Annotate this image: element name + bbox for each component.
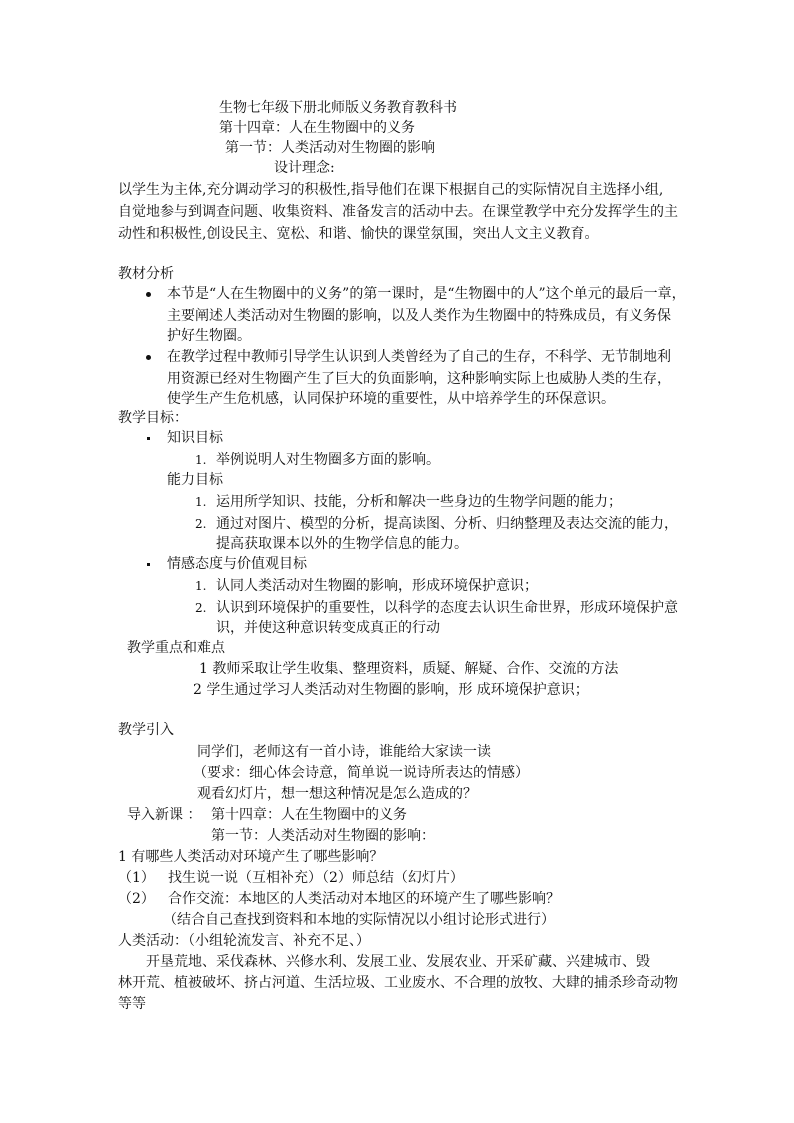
key-points-title: 教学重点和难点 [127, 640, 225, 656]
concept-title: 设计理念: [274, 160, 335, 176]
emotion-item: 认识到环境保护的重要性，以科学的态度去认识生命世界，形成环境保护意 [216, 600, 678, 616]
step-number: （1） [118, 870, 155, 886]
analysis-line: 主要阐述人类活动对生物圈的影响，以及人类作为生物圈中的特殊成员，有义务保 [167, 308, 671, 324]
knowledge-title: 知识目标 [167, 430, 223, 446]
bullet-icon [147, 563, 150, 566]
step-line: 合作交流：本地区的人类活动对本地区的环境产生了哪些影响？ [168, 891, 560, 907]
activities-label: 人类活动：（小组轮流发言、补充不足、） [118, 933, 370, 949]
item-number: 1. [195, 453, 207, 467]
activities-line: 开垦荒地、采伐森林、兴修水利、发展工业、发展农业、开采矿藏、兴建城市、毁 [146, 954, 650, 970]
analysis-line: 用资源已经对生物圈产生了巨大的负面影响，这种影响实际上也威胁人类的生存， [167, 371, 671, 387]
key-point-item: 1 教师采取让学生收集、整理资料，质疑、解疑、合作、交流的方法 [199, 661, 619, 677]
concept-line: 以学生为主体,充分调动学习的积极性,指导他们在课下根据自己的实际情况自主选择小组, [118, 182, 664, 198]
concept-line: 自觉地参与到调查问题、收集资料、准备发言的活动中去。在课堂教学中充分发挥学生的主 [118, 204, 678, 220]
activities-line: 等等 [118, 996, 146, 1012]
bullet-icon [146, 292, 151, 297]
book-title: 生物七年级下册北师版义务教育教科书 [219, 100, 457, 116]
emotion-item: 识，并使这种意识转变成真正的行动 [216, 620, 440, 636]
goals-title: 教学目标： [118, 410, 188, 426]
question-line: 1 有哪些人类活动对环境产生了哪些影响？ [118, 849, 384, 865]
intro-line: （要求：细心体会诗意，简单说一说诗所表达的情感） [193, 765, 529, 781]
item-number: 1. [195, 495, 207, 509]
new-lesson-section: 第一节：人类活动对生物圈的影响： [211, 828, 435, 844]
bullet-icon [146, 355, 151, 360]
item-number: 2. [195, 601, 207, 615]
analysis-line: 使学生产生危机感，认同保护环境的重要性，从中培养学生的环保意识。 [167, 391, 615, 407]
ability-item: 运用所学知识、技能，分析和解决一些身边的生物学问题的能力； [216, 494, 622, 510]
intro-line: 同学们，老师这有一首小诗，谁能给大家读一读 [197, 744, 491, 760]
intro-title: 教学引入 [118, 722, 174, 738]
item-number: 2. [195, 517, 207, 531]
ability-item: 提高获取课本以外的生物学信息的能力。 [216, 536, 468, 552]
analysis-line: 在教学过程中教师引导学生认识到人类曾经为了自己的生存，不科学、无节制地利 [167, 349, 671, 365]
intro-line: 观看幻灯片，想一想这种情况是怎么造成的？ [197, 786, 477, 802]
bullet-icon [147, 437, 150, 440]
ability-item: 通过对图片、模型的分析，提高读图、分析、归纳整理及表达交流的能力， [216, 516, 678, 532]
step-line: 找生说一说（互相补充）（2）师总结（幻灯片） [168, 870, 464, 886]
ability-title: 能力目标 [167, 472, 223, 488]
key-point-item: 2 学生通过学习人类活动对生物圈的影响，形 成环境保护意识； [193, 682, 589, 698]
emotion-item: 认同人类活动对生物圈的影响，形成环境保护意识； [216, 578, 538, 594]
analysis-title: 教材分析 [118, 266, 174, 282]
analysis-line: 本节是“人在生物圈中的义务”的第一课时，是“生物圈中的人”这个单元的最后一章， [167, 286, 686, 302]
activities-line: 林开荒、植被破坏、挤占河道、生活垃圾、工业废水、不合理的放牧、大肆的捕杀珍奇动物 [118, 975, 678, 991]
section-title: 第一节：人类活动对生物圈的影响 [225, 140, 435, 156]
step-note: （结合自己查找到资料和本地的实际情况以小组讨论形式进行） [163, 912, 555, 928]
step-number: （2） [118, 891, 155, 907]
item-number: 1. [195, 579, 207, 593]
concept-line: 动性和积极性,创设民主、宽松、和谐、愉快的课堂氛围，突出人文主义教育。 [118, 226, 599, 242]
chapter-title: 第十四章：人在生物圈中的义务 [219, 120, 415, 136]
new-lesson-chapter: 第十四章：人在生物圈中的义务 [211, 807, 407, 823]
knowledge-item: 举例说明人对生物圈多方面的影响。 [216, 452, 440, 468]
analysis-line: 护好生物圈。 [167, 328, 251, 344]
new-lesson-label: 导入新课 ： [127, 807, 202, 823]
emotion-title: 情感态度与价值观目标 [167, 556, 307, 572]
